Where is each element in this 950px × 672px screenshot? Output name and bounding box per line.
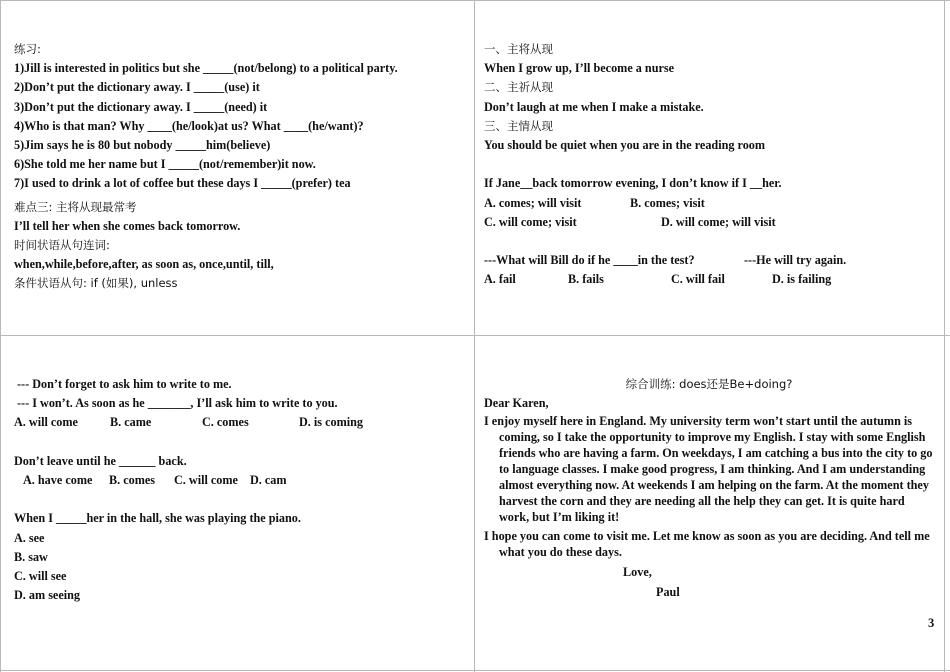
option-c: C. will fail — [671, 272, 725, 287]
option-b: B. comes — [109, 473, 156, 487]
letter-paragraph-2: I hope you can come to visit me. Let me know as soon as you are deciding. And tell me what you do these days. — [484, 529, 930, 560]
top-right-quadrant — [484, 40, 846, 290]
question-2-options — [484, 270, 846, 289]
question-1: If Jane__back tomorrow evening, I don’t know if I __her. — [484, 176, 782, 191]
option-b: B. fails — [568, 272, 604, 287]
middle-divider — [0, 335, 950, 336]
option-d: D. will come; will visit — [661, 214, 776, 229]
time-conjunction-title: 时间状语从句连词: — [14, 238, 110, 253]
question-1-options — [14, 413, 363, 432]
option-b: B. saw — [14, 549, 48, 564]
exercise-item: 3)Don’t put the dictionary away. I _____(need) it — [14, 99, 268, 114]
letter-paragraph-1: I enjoy myself here in England. My university term won’t start until the autumn is coming, so I take the opportunity to improve my English. I stay with some English friends who are having a farm. On weekdays, I am catching a bus into the city to go to language classes. I make good progress, I am thinking. And I am understanding almost everything now. At weekends I am helping on the farm. At the moment they harvest the corn and they are needing all the help they can get. It is quite hard work, but I’m liking it! — [484, 414, 933, 525]
option-c: C. will see — [14, 569, 67, 583]
option-d: D. is coming — [299, 415, 363, 430]
rule-3-title: 三、主情从现 — [484, 118, 553, 133]
option-d: D. is failing — [772, 272, 832, 287]
question-2-options — [14, 471, 363, 490]
bottom-border — [0, 670, 950, 671]
example-sentence: I’ll tell her when she comes back tomorrow. — [14, 218, 241, 233]
option-b: B. comes; visit — [630, 195, 705, 210]
bottom-right-quadrant — [484, 375, 934, 602]
option-d: D. cam — [250, 473, 287, 487]
exercise-item: 5)Jim says he is 80 but nobody _____him(believe) — [14, 138, 271, 153]
rule-1-title: 一、主将从现 — [484, 42, 553, 56]
right-border — [944, 0, 945, 672]
rule-3-example: You should be quiet when you are in the reading room — [484, 138, 766, 153]
exercise-item: 4)Who is that man? Why ____(he/look)at us? What ____(he/want)? — [14, 118, 364, 133]
letter-greeting: Dear Karen, — [484, 396, 549, 411]
rule-2-example: Don’t laugh at me when I make a mistake. — [484, 99, 704, 114]
question-1-line-1: --- Don’t forget to ask him to write to me. — [17, 377, 232, 391]
option-a: A. have come — [23, 473, 93, 487]
question-1-options-row-2 — [484, 213, 846, 232]
question-2: Don’t leave until he ______ back. — [14, 453, 187, 468]
question-3: When I _____her in the hall, she was playing the piano. — [14, 511, 301, 526]
option-c: C. will come; visit — [484, 214, 577, 229]
option-a: A. fail — [484, 272, 516, 287]
option-c: C. comes — [202, 415, 249, 430]
rule-1-example: When I grow up, I’ll become a nurse — [484, 61, 675, 76]
bottom-left-quadrant — [14, 375, 363, 605]
rule-2-title: 二、主祈从现 — [484, 80, 553, 95]
option-b: B. came — [110, 415, 152, 430]
question-2-ask: ---What will Bill do if he ____in the test? — [484, 253, 695, 268]
letter-closing: Love, — [623, 565, 652, 580]
question-2-reply: ---He will try again. — [744, 253, 847, 268]
exercise-item: 7)I used to drink a lot of coffee but these days I _____(prefer) tea — [14, 176, 351, 191]
letter-signature: Paul — [656, 584, 680, 599]
top-border — [0, 0, 950, 1]
left-border — [0, 0, 1, 672]
center-divider — [474, 0, 475, 672]
option-a: A. will come — [14, 415, 78, 430]
exercise-item: 2)Don’t put the dictionary away. I _____(use) it — [14, 80, 260, 95]
option-a: A. comes; will visit — [484, 195, 582, 210]
question-1-options-row-1 — [484, 194, 846, 213]
exercise-item: 6)She told me her name but I _____(not/remember)it now. — [14, 157, 316, 172]
exercise-heading: 练习: — [14, 42, 41, 56]
page-number: 3 — [928, 616, 935, 630]
question-2 — [484, 251, 846, 270]
question-1-line-2: --- I won’t. As soon as he _______, I’ll ask him to write to you. — [17, 396, 338, 411]
top-left-quadrant — [14, 40, 398, 294]
time-conjunction-list: when,while,before,after, as soon as, once,until, till, — [14, 257, 274, 272]
condition-conjunction-line: 条件状语从句: if (如果), unless — [14, 276, 178, 291]
option-c: C. will come — [174, 473, 238, 487]
difficulty-title: 难点三: 主将从现最常考 — [14, 199, 137, 214]
practice-title: 综合训练: does还是Be+doing? — [625, 377, 793, 391]
exercise-item: 1)Jill is interested in politics but she _____(not/belong) to a political party. — [14, 61, 398, 76]
option-a: A. see — [14, 530, 45, 545]
option-d: D. am seeing — [14, 588, 81, 603]
